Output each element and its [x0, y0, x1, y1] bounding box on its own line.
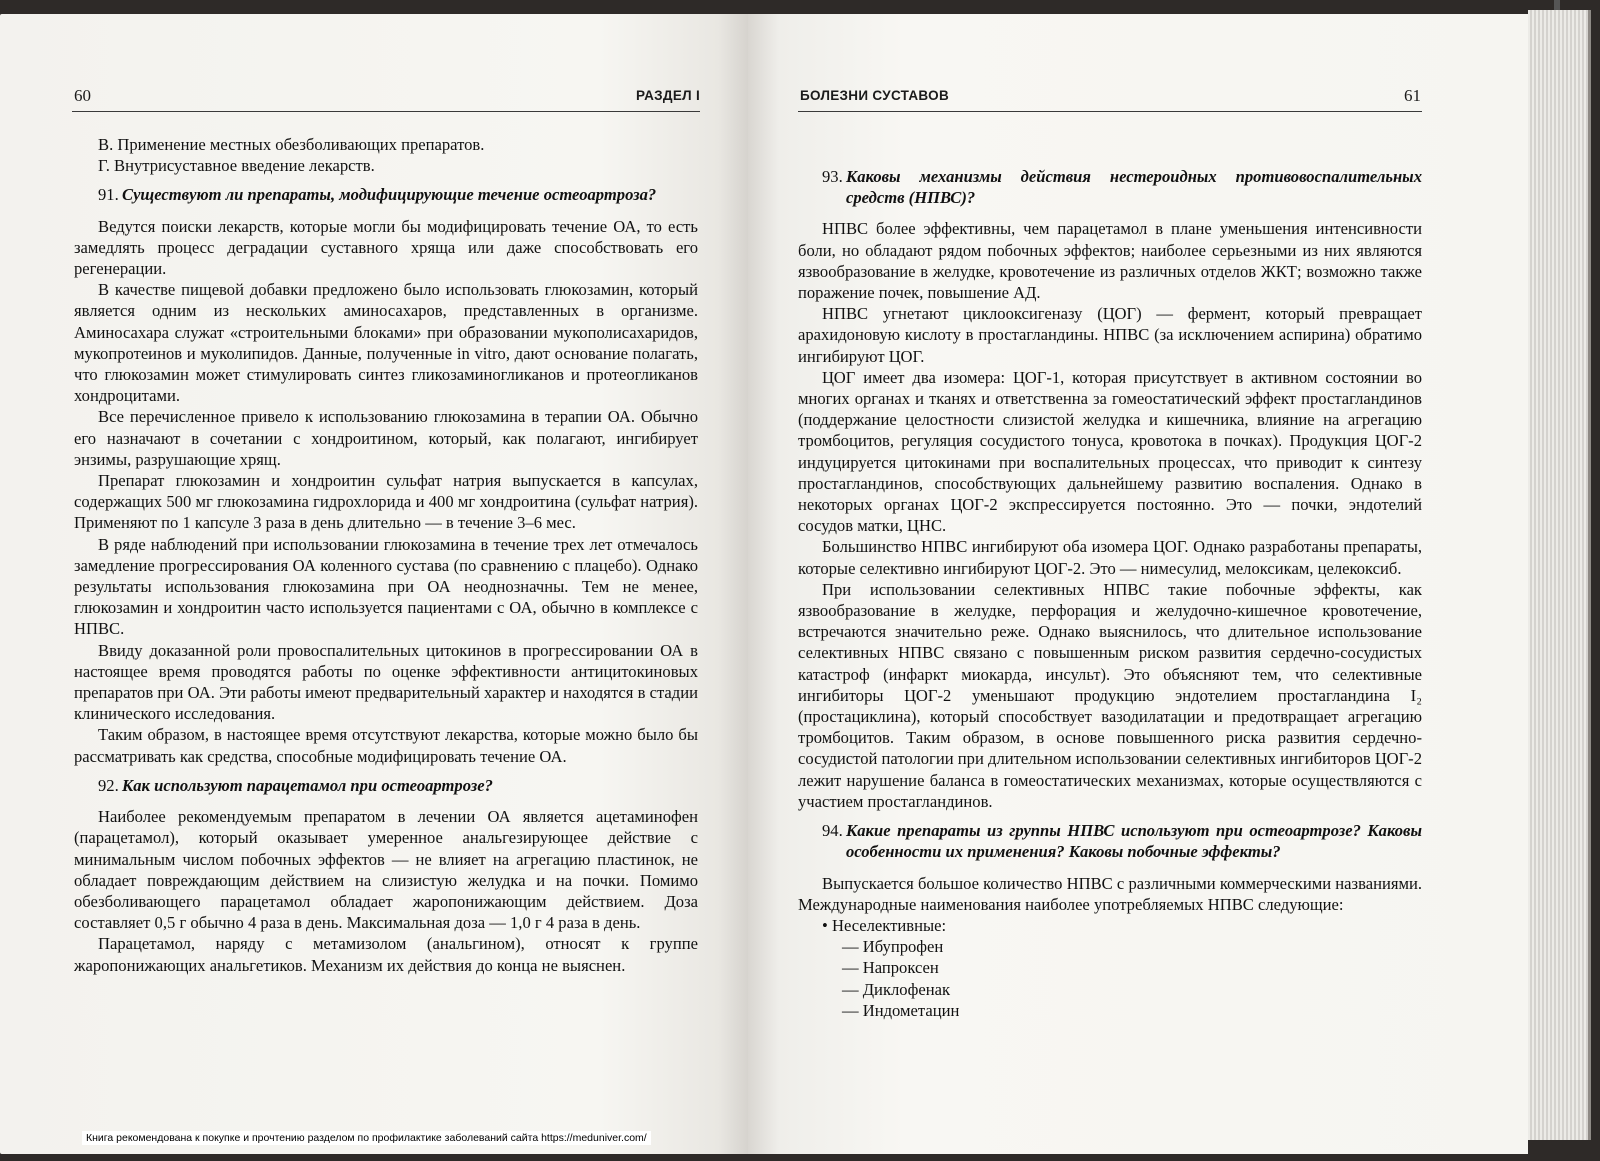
right-page	[748, 14, 1528, 1154]
left-page-number: 60	[74, 86, 91, 105]
question-text: Как используют парацетамол при остеоартрозе?	[122, 775, 493, 795]
right-text-column	[798, 158, 1422, 1021]
question-number: 94.	[822, 821, 843, 841]
question-number: 93.	[822, 167, 843, 186]
left-text-column	[74, 134, 698, 976]
question-heading	[74, 184, 698, 205]
question-heading	[798, 820, 1422, 862]
right-section-header: БОЛЕЗНИ СУСТАВОВ	[800, 88, 949, 103]
paragraph: В качестве пищевой добавки предложено было использовать глюкозамин, который является одним из нескольких аминосахаров, представленных в организме. Аминосахара служат «строительными блоками» при образовании мукополисахаридов, мукопротеинов и муколипидов. Данные, полученные in vitro, дают основание полагать, что глюкозамин может стимулировать синтез гликозаминогликанов и протеогликанов хондроцитами.	[74, 280, 698, 406]
paragraph: Таким образом, в настоящее время отсутствуют лекарства, которые можно было бы рассматривать как средства, способные модифицировать течение ОА.	[74, 725, 698, 766]
drug-list-item: — Ибупрофен	[842, 937, 944, 957]
paragraph: Препарат глюкозамин и хондроитин сульфат натрия выпускается в капсулах, содержащих 500 мг глюкозамина гидрохлорида и 400 мг хондроитина (сульфат натрия). Применяют по 1 капсуле 3 раза в день длительно — в течение 3–6 мес.	[74, 471, 698, 533]
bookmark-ribbon	[1554, 0, 1560, 10]
drug-list-item: — Индометацин	[842, 1000, 960, 1020]
drug-list-item: — Напроксен	[842, 958, 939, 978]
question-text: Какие препараты из группы НПВС используют при остеоартрозе? Каковы особенности их применения? Каковы побочные эффекты?	[846, 821, 1422, 862]
left-section-header: РАЗДЕЛ I	[636, 88, 701, 103]
paragraph: Парацетамол, наряду с метамизолом (анальгином), относят к группе жаропонижающих анальгетиков. Механизм их действия до конца не выяснен.	[74, 934, 698, 975]
paragraph: Наиболее рекомендуемым препаратом в лечении ОА является ацетаминофен (парацетамол), который оказывает умеренное анальгезирующее действие с минимальным числом побочных эффектов — не влияет на агрегацию пластинок, не обладает повреждающим действием на слизистую желудка и на почки. Помимо обезболивающего парацетамол обладает жаропонижающим действием. Доза составляет 0,5 г обычно 4 раза в день. Максимальная доза — 1,0 г 4 раза в день.	[74, 807, 698, 933]
right-header-rule	[798, 111, 1422, 112]
question-text: Существуют ли препараты, модифицирующие течение остеоартроза?	[122, 185, 657, 205]
paragraph: Большинство НПВС ингибируют оба изомера ЦОГ. Однако разработаны препараты, которые селективно ингибируют ЦОГ-2. Это — нимесулид, мелоксикам, целекоксиб.	[798, 537, 1422, 578]
question-number: 92.	[98, 775, 119, 795]
paragraph: В ряде наблюдений при использовании глюкозамина в течение трех лет отмечалось замедление прогрессирования ОА коленного сустава (по сравнению с плацебо). Однако результаты использования глюкозамина при ОА неоднозначны. Тем не менее, глюкозамин и хондроитин часто используется пациентами с ОА, обычно в комплексе с НПВС.	[74, 534, 698, 639]
question-text: Каковы механизмы действия нестероидных противовоспалительных средств (НПВС)?	[846, 167, 1422, 208]
left-page	[0, 14, 748, 1154]
paragraph: Выпускается большое количество НПВС с различными коммерческими названиями. Международные наименования наиболее употребляемых НПВС следующие:	[798, 873, 1422, 914]
paragraph: При использовании селективных НПВС такие побочные эффекты, как язвообразование в желудке, перфорация и желудочно-кишечное кровотечение, встречаются значительно реже. Однако выяснилось, что длительное использование селективных НПВС связано с повышенным риском развития сердечно-сосудистых катастроф (инфаркт миокарда, инсульт). Это объясняют тем, что селективные ингибиторы ЦОГ-2 уменьшают продукцию эндотелием простагландина I₂ (простациклина), который способствует вазодилатации и предотвращает агрегацию тромбоцитов. Таким образом, в основе повышенного риска развития сердечно-сосудистой патологии при длительном использовании селективных ингибиторов ЦОГ-2 лежит нарушение баланса в гомеостатических механизмах, которые осуществляются с участием простагландинов.	[798, 579, 1422, 811]
left-header-rule	[72, 111, 700, 112]
question-heading	[74, 775, 698, 796]
question-number: 91.	[98, 185, 119, 205]
right-page-number: 61	[1404, 86, 1421, 105]
bullet-item: • Неселективные:	[822, 915, 947, 935]
paragraph: Ввиду доказанной роли провоспалительных цитокинов в прогрессировании ОА в настоящее время проводятся работы по оценке эффективности антицитокиновых препаратов при ОА. Эти работы имеют предварительный характер и находятся в стадии клинического исследования.	[74, 640, 698, 724]
drug-list-item: — Диклофенак	[842, 979, 951, 999]
footer-note[interactable]: Книга рекомендована к покупке и прочтению разделом по профилактике заболеваний сайта https://meduniver.com/	[82, 1131, 651, 1145]
list-line: В. Применение местных обезболивающих препаратов.	[98, 135, 485, 154]
list-line: Г. Внутрисуставное введение лекарств.	[98, 156, 375, 176]
question-heading	[798, 166, 1422, 208]
paragraph: ЦОГ имеет два изомера: ЦОГ-1, которая присутствует в активном состоянии во многих органах и тканях и ответственна за гомеостатический эффект простагландинов (поддержание целостности слизистой желудка и кишечника, влияние на агрегацию тромбоцитов, регуляция сосудистого тонуса, кровотока в почках). Продукция ЦОГ-2 индуцируется цитокинами при воспалительных процессах, что приводит к синтезу простагландинов, способствующих дальнейшему развитию воспаления. Однако в некоторых органах ЦОГ-2 экспрессируется постоянно. Это — почки, эндотелий сосудов матки, ЦНС.	[798, 367, 1422, 536]
page-edges	[1528, 10, 1591, 1140]
paragraph: Все перечисленное привело к использованию глюкозамина в терапии ОА. Обычно его назначают в сочетании с хондроитином, который, как полагают, ингибирует энзимы, разрушающие хрящ.	[74, 407, 698, 469]
paragraph: НПВС более эффективны, чем парацетамол в плане уменьшения интенсивности боли, но обладают рядом побочных эффектов; наиболее серьезными из них являются язвообразование в желудке, кровотечение из различных отделов ЖКТ; возможно также поражение почек, повышение АД.	[798, 219, 1422, 303]
paragraph: Ведутся поиски лекарств, которые могли бы модифицировать течение ОА, то есть замедлять процесс деградации суставного хряща или даже способствовать его регенерации.	[74, 216, 698, 279]
paragraph: НПВС угнетают циклооксигеназу (ЦОГ) — фермент, который превращает арахидоновую кислоту в простагландины. НПВС (за исключением аспирина) обратимо ингибируют ЦОГ.	[798, 304, 1422, 366]
